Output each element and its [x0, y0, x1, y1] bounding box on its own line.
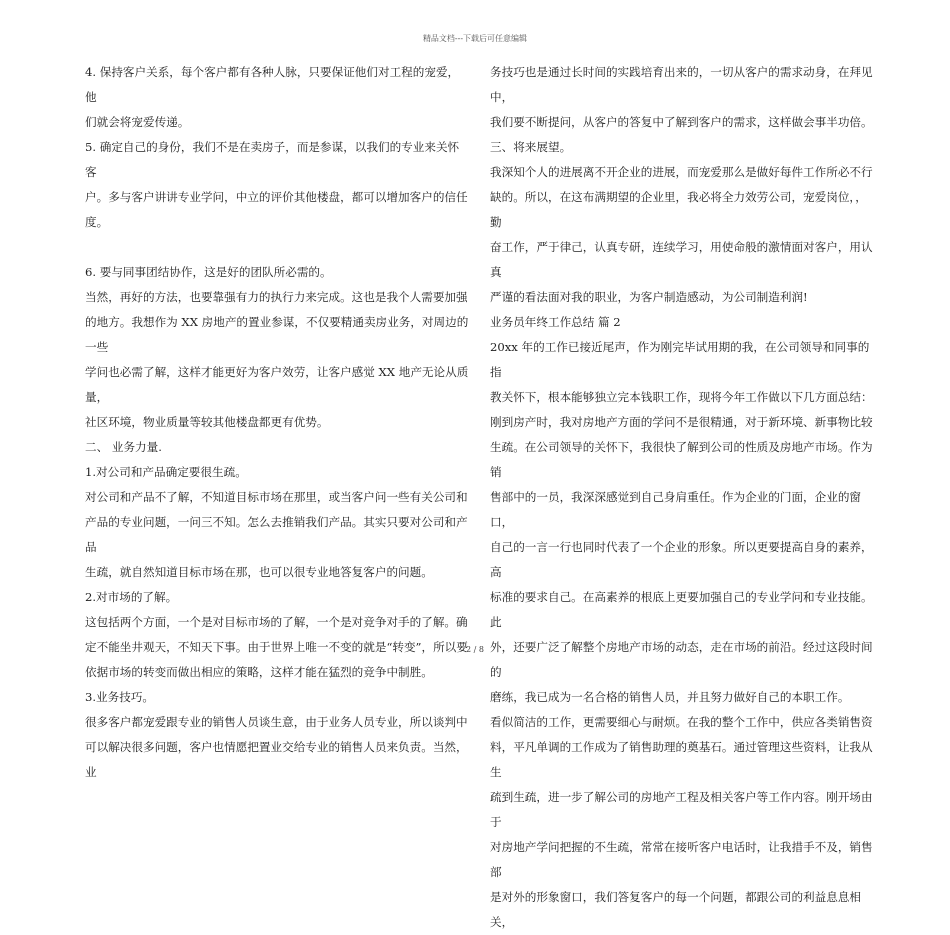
text-line: 标准的要求自己。在高素养的根底上更要加强自己的专业学问和专业技能。此 — [490, 590, 873, 629]
text-line: 这包括两个方面，一个是对目标市场的了解，一个是对竞争对手的了解。确 — [85, 615, 468, 629]
text-line: 2.对市场的了解。 — [85, 590, 178, 604]
page-header: 精品文档---下载后可任意编辑 — [422, 34, 528, 43]
text-line: 的地方。我想作为 XX 房地产的置业参谋，不仅要精通卖房业务，对周边的一些 — [85, 315, 469, 354]
text-line: 我们要不断提问，从客户的答复中了解到客户的需求，这样做会事半功倍。 — [490, 115, 873, 129]
text-line: 6. 要与同事团结协作，这是好的团队所必需的。 — [85, 265, 332, 279]
text-line: 20xx 年的工作已接近尾声，作为刚完毕试用期的我，在公司领导和同事的指 — [490, 340, 870, 379]
text-line: 奋工作，严于律己，认真专研，连续学习，用使命般的激情面对客户，用认真 — [490, 240, 873, 279]
text-line: 售部中的一员，我深深感觉到自己身肩重任。作为企业的门面，企业的窗口， — [490, 490, 862, 529]
text-line: 可以解决很多问题，客户也情愿把置业交给专业的销售人员来负责。当然，业 — [85, 740, 468, 779]
text-line: 是对外的形象窗口，我们答复客户的每一个问题，都跟公司的利益息息相关， — [490, 890, 862, 929]
text-line: 4. 保持客户关系，每个客户都有各种人脉，只要保证他们对工程的宠爱，他 — [85, 65, 460, 104]
text-line: 生疏。在公司领导的关怀下，我很快了解到公司的性质及房地产市场。作为销 — [490, 440, 873, 479]
text-line: 教关怀下，根本能够独立完本钱职工作，现将今年工作做以下几方面总结： — [490, 390, 873, 404]
text-line: 缺的。所以，在这布满期望的企业里，我必将全力效劳公司，宠爱岗位，，勤 — [490, 190, 867, 229]
text-line: 磨练，我已成为一名合格的销售人员，并且努力做好自己的本职工作。 — [490, 690, 850, 704]
text-line: 学问也必需了解，这样才能更好为客户效劳，让客户感觉 XX 地产无论从质量， — [85, 365, 469, 404]
article-title: 业务员年终工作总结 篇 2 — [490, 315, 621, 329]
text-line: 当然，再好的方法，也要靠强有力的执行力来完成。这也是我个人需要加强 — [85, 290, 468, 304]
text-line: 对房地产学问把握的不生疏，常常在接听客户电话时，让我措手不及，销售部 — [490, 840, 873, 879]
text-line: 严谨的看法面对我的职业，为客户制造感动，为公司制造利润! — [490, 290, 808, 304]
section-heading: 三、将来展望。 — [490, 140, 572, 154]
section-heading: 二、 业务力量. — [85, 440, 162, 454]
text-line: 我深知个人的进展离不开企业的进展，而宠爱那么是做好每件工作所必不行 — [490, 165, 873, 179]
paragraph-gap — [85, 235, 470, 260]
text-line: 务技巧也是通过长时间的实践培育出来的，一切从客户的需求动身，在拜见中， — [490, 65, 873, 104]
text-line: 社区环境，物业质量等较其他楼盘都更有优势。 — [85, 415, 329, 429]
text-line: 生疏，就自然知道目标市场在那，也可以很专业地答复客户的问题。 — [85, 565, 433, 579]
text-line: 产品的专业问题，一问三不知。怎么去推销我们产品。其实只要对公司和产品 — [85, 515, 468, 554]
text-line: 料，平凡单调的工作成为了销售助理的奠基石。通过管理这些资料，让我从生 — [490, 740, 873, 779]
left-column — [85, 60, 470, 785]
text-line: 5. 确定自己的身份，我们不是在卖房子，而是参谋，以我们的专业来关怀客 — [85, 140, 460, 179]
text-line: 依据市场的转变而做出相应的策略，这样才能在猛烈的竞争中制胜。 — [85, 665, 433, 679]
text-line: 们就会将宠爱传递。 — [85, 115, 190, 129]
text-line: 自己的一言一行也同时代表了一个企业的形象。所以更要提高自身的素养，高 — [490, 540, 873, 579]
text-line: 1.对公司和产品确定要很生疏。 — [85, 465, 247, 479]
text-line: 对公司和产品不了解，不知道目标市场在那里，或当客户问一些有关公司和 — [85, 490, 468, 504]
right-column — [490, 60, 875, 935]
text-line: 很多客户都宠爱跟专业的销售人员谈生意，由于业务人员专业，所以谈判中 — [85, 715, 468, 729]
text-line: 看似简洁的工作，更需要细心与耐烦。在我的整个工作中，供应各类销售资 — [490, 715, 873, 729]
text-line: 疏到生疏，进一步了解公司的房地产工程及相关客户等工作内容。刚开场由于 — [490, 790, 873, 829]
text-line: 外，还要广泛了解整个房地产市场的动态，走在市场的前沿。经过这段时间的 — [490, 640, 873, 679]
page-number: 2 / 8 — [466, 645, 484, 654]
text-line: 3.业务技巧。 — [85, 690, 155, 704]
text-line: 刚到房产时，我对房地产方面的学问不是很精通，对于新环境、新事物比较 — [490, 415, 873, 429]
text-line: 户。多与客户讲讲专业学问，中立的评价其他楼盘，都可以增加客户的信任度。 — [85, 190, 468, 229]
text-line: 定不能坐井观天，不知天下事。由于世界上唯一不变的就是“转变”，所以要 — [85, 640, 468, 654]
